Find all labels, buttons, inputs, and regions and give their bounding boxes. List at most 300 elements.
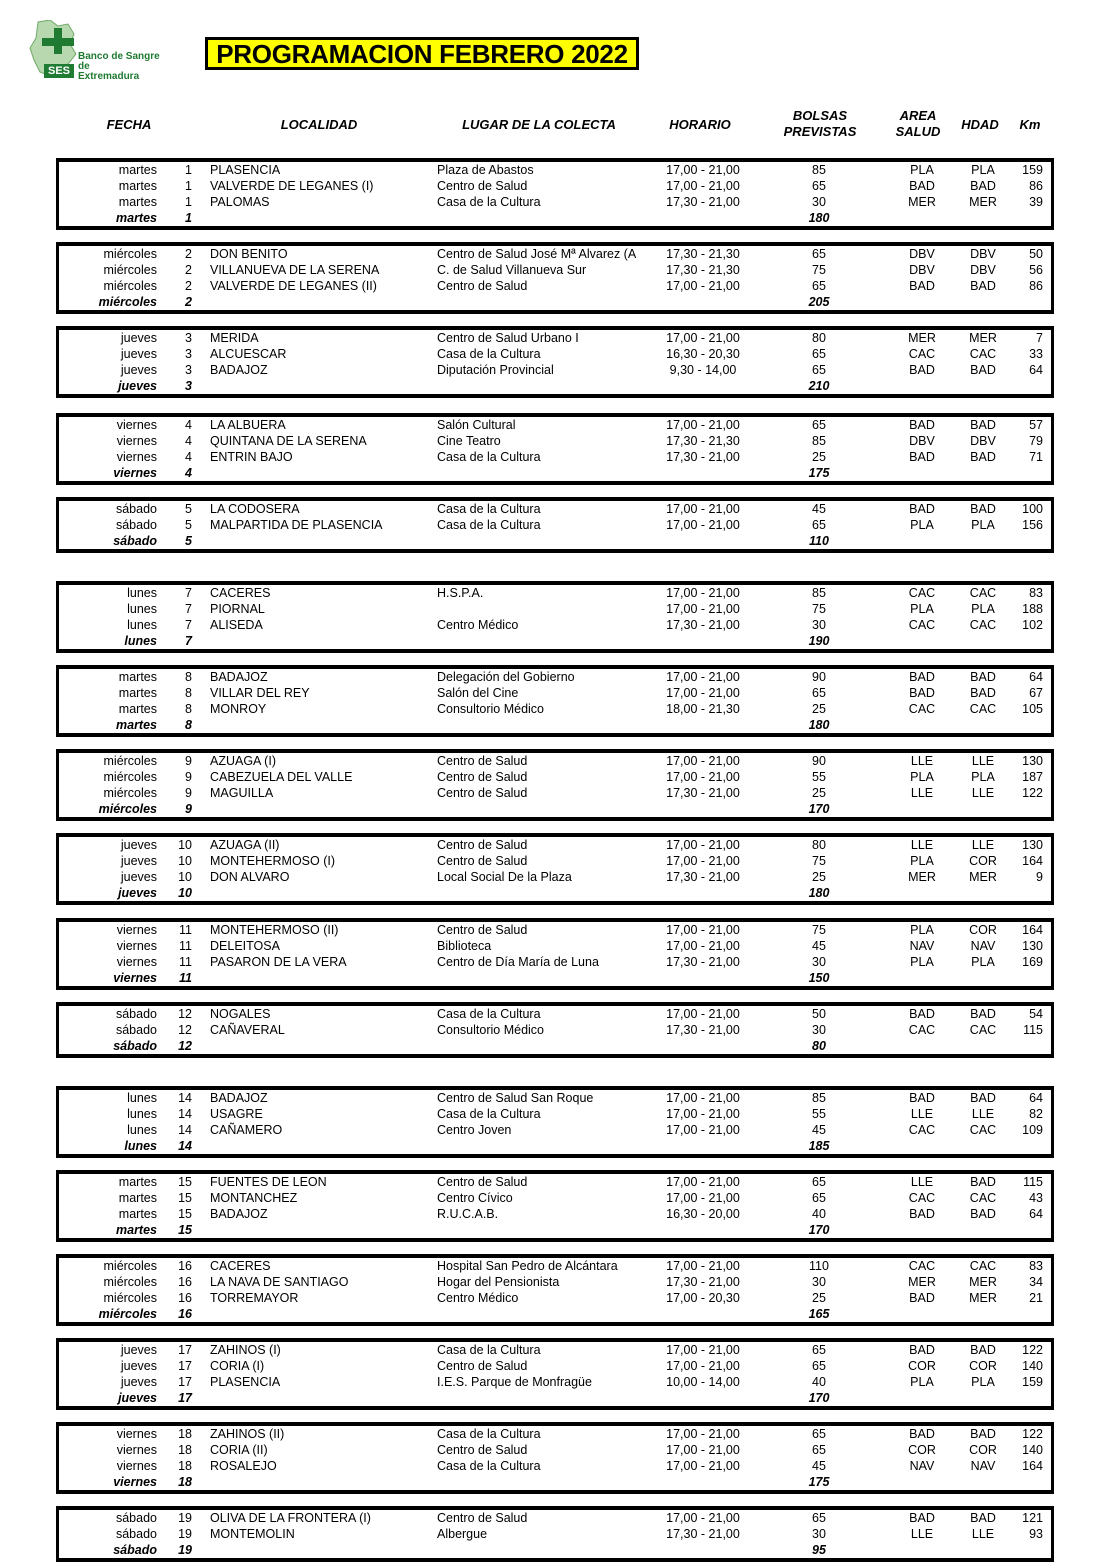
cell-hdad: BAD	[970, 1091, 996, 1105]
cell-day: miércoles	[103, 770, 157, 784]
cell-num: 17	[178, 1343, 192, 1357]
cell-area: BAD	[909, 1427, 935, 1441]
cell-bol: 65	[812, 347, 826, 361]
table-row	[59, 1426, 1051, 1442]
cell-num: 7	[185, 586, 192, 600]
cell-day: martes	[118, 1175, 157, 1189]
total-day: miércoles	[98, 295, 157, 309]
total-bol: 110	[809, 534, 829, 548]
total-num: 18	[178, 1475, 192, 1489]
cell-hdad: PLA	[971, 602, 995, 616]
header-bolsas	[770, 108, 870, 140]
cell-area: BAD	[909, 279, 935, 293]
cell-hor: 17,00 - 21,00	[666, 502, 740, 516]
cell-num: 4	[185, 434, 192, 448]
cell-bol: 25	[812, 1291, 826, 1305]
header-area-salud	[883, 108, 953, 140]
total-day: martes	[116, 718, 157, 732]
total-day: sábado	[113, 1039, 157, 1053]
cell-day: sábado	[115, 1527, 157, 1541]
cell-hor: 17,00 - 21,00	[666, 1359, 740, 1373]
cell-day: martes	[118, 195, 157, 209]
total-bol: 150	[808, 971, 830, 985]
cell-day: sábado	[115, 502, 157, 516]
cell-hor: 17,30 - 21,00	[666, 1275, 740, 1289]
cell-area: COR	[908, 1359, 936, 1373]
total-day: lunes	[124, 634, 157, 648]
schedule-group	[56, 1506, 1054, 1562]
cell-day: martes	[118, 179, 157, 193]
cell-km: 159	[1022, 163, 1043, 177]
table-row	[59, 785, 1051, 801]
cell-hdad: BAD	[970, 363, 996, 377]
cell-area: LLE	[910, 786, 934, 800]
total-bol: 80	[812, 1039, 826, 1053]
schedule-group	[56, 1338, 1054, 1410]
cell-area: BAD	[909, 179, 935, 193]
cell-loc: PIORNAL	[210, 602, 265, 616]
cell-loc: VALVERDE DE LEGANES (II)	[210, 279, 377, 293]
cell-area: BAD	[909, 450, 935, 464]
cell-area: CAC	[908, 1259, 936, 1273]
table-row	[59, 517, 1051, 533]
cell-loc: ZAHINOS (I)	[210, 1343, 281, 1357]
cell-bol: 65	[812, 1443, 826, 1457]
cell-hdad: CAC	[969, 1191, 997, 1205]
cell-bol: 65	[812, 686, 826, 700]
cell-area: CAC	[908, 1023, 936, 1037]
cell-bol: 55	[812, 770, 826, 784]
cell-num: 12	[178, 1007, 192, 1021]
cell-num: 8	[185, 686, 192, 700]
cell-num: 17	[178, 1359, 192, 1373]
cell-num: 3	[185, 363, 192, 377]
header-lugar: LUGAR DE LA COLECTA	[462, 117, 616, 132]
cell-loc: MONROY	[210, 702, 267, 716]
cell-day: viernes	[116, 955, 157, 969]
table-row	[59, 753, 1051, 769]
cell-loc: CABEZUELA DEL VALLE	[210, 770, 353, 784]
total-bol: 170	[808, 802, 830, 816]
cell-bol: 65	[812, 1359, 826, 1373]
cell-hor: 9,30 - 14,00	[669, 363, 737, 377]
total-bol: 205	[808, 295, 830, 309]
total-day: martes	[116, 1223, 157, 1237]
cell-lugar: Centro de Salud	[437, 754, 528, 768]
cell-num: 5	[185, 518, 192, 532]
cell-km: 33	[1029, 347, 1043, 361]
cell-area: LLE	[910, 838, 934, 852]
cell-bol: 75	[812, 602, 826, 616]
cell-hdad: COR	[969, 1443, 997, 1457]
total-bol: 175	[808, 1475, 830, 1489]
cell-lugar: Centro de Día María de Luna	[437, 955, 599, 969]
cell-bol: 55	[812, 1107, 826, 1121]
cell-hor: 17,30 - 21,00	[666, 786, 740, 800]
cell-km: 122	[1022, 786, 1043, 800]
total-num: 19	[178, 1543, 192, 1557]
cell-day: viernes	[116, 1443, 157, 1457]
cell-day: jueves	[120, 331, 157, 345]
cell-km: 105	[1022, 702, 1043, 716]
cell-km: 100	[1022, 502, 1043, 516]
cell-area: BAD	[909, 502, 935, 516]
cell-hdad: MER	[969, 331, 997, 345]
cell-bol: 45	[812, 1459, 826, 1473]
table-row	[59, 362, 1051, 378]
cell-area: BAD	[909, 1091, 935, 1105]
cell-num: 11	[179, 923, 192, 937]
cell-lugar: C. de Salud Villanueva Sur	[437, 263, 587, 277]
cell-hor: 17,30 - 21,30	[666, 247, 740, 261]
table-row	[59, 162, 1051, 178]
cell-hdad: BAD	[970, 179, 996, 193]
schedule-group	[56, 242, 1054, 314]
table-row	[59, 433, 1051, 449]
header-area-line1: AREA	[899, 108, 937, 123]
cell-bol: 75	[812, 854, 826, 868]
table-row	[59, 346, 1051, 362]
total-row	[59, 885, 1051, 901]
total-row	[59, 465, 1051, 481]
cell-km: 79	[1029, 434, 1043, 448]
cell-lugar: Salón Cultural	[437, 418, 516, 432]
cell-km: 86	[1029, 179, 1043, 193]
cell-area: NAV	[909, 939, 935, 953]
table-row	[59, 1190, 1051, 1206]
cell-km: 50	[1029, 247, 1043, 261]
cell-loc: ALISEDA	[210, 618, 263, 632]
cell-area: BAD	[909, 1291, 935, 1305]
cell-hdad: BAD	[970, 1427, 996, 1441]
cell-bol: 30	[812, 955, 826, 969]
total-num: 15	[178, 1223, 192, 1237]
cell-lugar: Albergue	[437, 1527, 488, 1541]
cell-bol: 65	[812, 179, 826, 193]
cell-area: CAC	[908, 1123, 936, 1137]
total-row	[59, 970, 1051, 986]
cell-loc: QUINTANA DE LA SERENA	[210, 434, 367, 448]
page-title: PROGRAMACION FEBRERO 2022	[205, 37, 639, 70]
cell-num: 15	[178, 1207, 192, 1221]
cell-km: 39	[1029, 195, 1043, 209]
cell-area: BAD	[909, 670, 935, 684]
cell-day: viernes	[116, 450, 157, 464]
table-row	[59, 869, 1051, 885]
table-row	[59, 701, 1051, 717]
cell-bol: 65	[812, 418, 826, 432]
total-num: 17	[178, 1391, 192, 1405]
table-row	[59, 501, 1051, 517]
cell-km: 64	[1029, 670, 1043, 684]
cell-km: 83	[1029, 1259, 1043, 1273]
schedule-group	[56, 413, 1054, 485]
cell-day: lunes	[127, 618, 157, 632]
table-row	[59, 954, 1051, 970]
cell-bol: 65	[812, 363, 826, 377]
cell-hdad: BAD	[970, 502, 996, 516]
cell-num: 7	[185, 602, 192, 616]
cell-num: 10	[178, 854, 192, 868]
cell-loc: TORREMAYOR	[210, 1291, 299, 1305]
total-row	[59, 378, 1051, 394]
cell-area: PLA	[910, 163, 934, 177]
cell-lugar: Centro de Salud	[437, 786, 528, 800]
cell-lugar: Plaza de Abastos	[437, 163, 534, 177]
cell-day: viernes	[116, 923, 157, 937]
cell-num: 8	[185, 702, 192, 716]
cell-lugar: Biblioteca	[437, 939, 492, 953]
cell-km: 188	[1022, 602, 1043, 616]
table-row	[59, 585, 1051, 601]
table-row	[59, 449, 1051, 465]
cell-hdad: BAD	[970, 1207, 996, 1221]
cell-hor: 17,00 - 20,30	[666, 1291, 740, 1305]
cell-loc: VILLAR DEL REY	[210, 686, 310, 700]
cell-area: BAD	[909, 686, 935, 700]
total-day: viernes	[113, 466, 157, 480]
cell-loc: LA CODOSERA	[210, 502, 300, 516]
cell-lugar: Centro de Salud	[437, 1359, 528, 1373]
cell-area: LLE	[910, 1527, 934, 1541]
table-row	[59, 1510, 1051, 1526]
total-num: 11	[179, 971, 192, 985]
cell-hdad: COR	[969, 1359, 997, 1373]
cell-loc: FUENTES DE LEON	[210, 1175, 327, 1189]
cell-lugar: Casa de la Cultura	[437, 1007, 541, 1021]
cell-hdad: COR	[969, 923, 997, 937]
cell-hor: 17,00 - 21,00	[666, 1459, 740, 1473]
cell-num: 10	[178, 838, 192, 852]
cell-loc: MERIDA	[210, 331, 259, 345]
cell-hor: 16,30 - 20,30	[666, 347, 740, 361]
table-row	[59, 278, 1051, 294]
table-row	[59, 246, 1051, 262]
cell-km: 7	[1036, 331, 1043, 345]
total-bol: 170	[808, 1223, 830, 1237]
table-row	[59, 685, 1051, 701]
cell-loc: ROSALEJO	[210, 1459, 277, 1473]
total-row	[59, 294, 1051, 310]
cell-hdad: MER	[969, 1275, 997, 1289]
cell-hor: 17,00 - 21,00	[666, 686, 740, 700]
cell-area: MER	[908, 195, 936, 209]
cell-hor: 17,30 - 21,30	[666, 434, 740, 448]
cell-hor: 17,00 - 21,00	[666, 418, 740, 432]
cell-hdad: DBV	[970, 247, 996, 261]
cell-day: martes	[118, 1207, 157, 1221]
cell-day: jueves	[120, 1359, 157, 1373]
cell-hdad: BAD	[970, 1343, 996, 1357]
schedule-group	[56, 1170, 1054, 1242]
schedule-group	[56, 833, 1054, 905]
cell-bol: 85	[812, 163, 826, 177]
cell-num: 4	[185, 450, 192, 464]
cell-hor: 10,00 - 14,00	[666, 1375, 740, 1389]
cell-hdad: LLE	[971, 754, 995, 768]
cell-hdad: LLE	[971, 1107, 995, 1121]
cell-day: viernes	[116, 418, 157, 432]
cell-hdad: PLA	[971, 163, 995, 177]
cell-hor: 17,00 - 21,00	[666, 770, 740, 784]
cell-lugar: Centro de Salud	[437, 1175, 528, 1189]
cell-hor: 17,00 - 21,00	[666, 1091, 740, 1105]
cell-area: PLA	[910, 854, 934, 868]
cell-loc: CACERES	[210, 586, 271, 600]
cell-hdad: MER	[969, 195, 997, 209]
table-row	[59, 1206, 1051, 1222]
cell-bol: 110	[809, 1259, 829, 1273]
cell-num: 15	[178, 1191, 192, 1205]
cell-hor: 17,30 - 21,00	[666, 195, 740, 209]
total-num: 5	[185, 534, 192, 548]
cell-num: 4	[185, 418, 192, 432]
cell-area: PLA	[910, 1375, 934, 1389]
cell-km: 130	[1022, 838, 1043, 852]
cell-lugar: Centro de Salud	[437, 923, 528, 937]
cell-loc: VILLANUEVA DE LA SERENA	[210, 263, 380, 277]
cell-bol: 45	[812, 502, 826, 516]
schedule-group	[56, 1086, 1054, 1158]
cell-km: 140	[1022, 1359, 1043, 1373]
cell-loc: MAGUILLA	[210, 786, 274, 800]
cell-bol: 25	[812, 450, 826, 464]
cell-day: jueves	[120, 363, 157, 377]
schedule-group	[56, 1002, 1054, 1058]
cell-loc: LA NAVA DE SANTIAGO	[210, 1275, 349, 1289]
cell-area: PLA	[910, 923, 934, 937]
cell-hor: 17,30 - 21,00	[666, 1023, 740, 1037]
cell-bol: 75	[812, 263, 826, 277]
cell-loc: CORIA (II)	[210, 1443, 268, 1457]
cell-area: DBV	[909, 263, 935, 277]
cell-hdad: MER	[969, 870, 997, 884]
cell-num: 9	[185, 770, 192, 784]
cell-bol: 30	[812, 1023, 826, 1037]
cell-area: PLA	[910, 602, 934, 616]
schedule-group	[56, 1422, 1054, 1494]
total-bol: 175	[808, 466, 830, 480]
header-bolsas-line2: PREVISTAS	[783, 124, 857, 139]
cell-day: sábado	[115, 518, 157, 532]
cell-hdad: PLA	[971, 518, 995, 532]
cell-hdad: COR	[969, 854, 997, 868]
cell-day: martes	[118, 670, 157, 684]
cell-num: 18	[178, 1459, 192, 1473]
cell-num: 9	[185, 786, 192, 800]
cell-area: MER	[908, 1275, 936, 1289]
table-row	[59, 1122, 1051, 1138]
cell-hdad: BAD	[970, 686, 996, 700]
cell-hdad: PLA	[971, 1375, 995, 1389]
total-row	[59, 210, 1051, 226]
cell-day: sábado	[115, 1023, 157, 1037]
table-row	[59, 194, 1051, 210]
total-row	[59, 633, 1051, 649]
cell-day: lunes	[127, 602, 157, 616]
total-day: miércoles	[98, 802, 157, 816]
cell-lugar: Centro Médico	[437, 1291, 519, 1305]
cell-bol: 65	[812, 1343, 826, 1357]
cell-km: 64	[1029, 1091, 1043, 1105]
cell-km: 115	[1023, 1023, 1043, 1037]
cell-loc: AZUAGA (I)	[210, 754, 276, 768]
cell-loc: USAGRE	[210, 1107, 263, 1121]
table-row	[59, 938, 1051, 954]
cell-hor: 17,00 - 21,00	[666, 1343, 740, 1357]
cell-hor: 17,30 - 21,00	[666, 1527, 740, 1541]
schedule-group	[56, 665, 1054, 737]
cell-hor: 17,00 - 21,00	[666, 1511, 740, 1525]
cell-bol: 75	[812, 923, 826, 937]
cell-hor: 17,30 - 21,30	[666, 263, 740, 277]
cell-loc: OLIVA DE LA FRONTERA (I)	[210, 1511, 371, 1525]
total-num: 3	[185, 379, 192, 393]
cell-day: miércoles	[103, 754, 157, 768]
cell-lugar: Hospital San Pedro de Alcántara	[437, 1259, 618, 1273]
cell-num: 19	[178, 1511, 192, 1525]
cell-day: jueves	[120, 1375, 157, 1389]
total-day: martes	[116, 211, 157, 225]
cell-km: 164	[1022, 854, 1043, 868]
cell-km: 86	[1029, 279, 1043, 293]
schedule-group	[56, 918, 1054, 990]
total-num: 7	[185, 634, 192, 648]
cell-loc: NOGALES	[210, 1007, 271, 1021]
cell-hor: 17,00 - 21,00	[666, 838, 740, 852]
cell-loc: ALCUESCAR	[210, 347, 287, 361]
cell-hdad: PLA	[971, 770, 995, 784]
cell-lugar: Hogar del Pensionista	[437, 1275, 560, 1289]
total-day: viernes	[113, 971, 157, 985]
cell-num: 14	[178, 1123, 192, 1137]
cell-lugar: Diputación Provincial	[437, 363, 554, 377]
cell-num: 9	[185, 754, 192, 768]
total-bol: 190	[808, 634, 830, 648]
schedule-group	[56, 1254, 1054, 1326]
cell-num: 12	[178, 1023, 192, 1037]
total-bol: 185	[808, 1139, 830, 1153]
cell-day: lunes	[127, 1107, 157, 1121]
cell-lugar: Casa de la Cultura	[437, 1107, 541, 1121]
table-row	[59, 1358, 1051, 1374]
total-num: 9	[185, 802, 192, 816]
cell-bol: 40	[812, 1375, 826, 1389]
cell-day: miércoles	[103, 1259, 157, 1273]
cell-num: 1	[185, 163, 192, 177]
cell-km: 56	[1029, 263, 1043, 277]
cell-num: 1	[185, 179, 192, 193]
total-bol: 170	[808, 1391, 830, 1405]
cell-loc: PLASENCIA	[210, 1375, 281, 1389]
total-bol: 210	[808, 379, 830, 393]
total-row	[59, 1390, 1051, 1406]
cell-area: BAD	[909, 1207, 935, 1221]
cell-hdad: BAD	[970, 450, 996, 464]
cell-num: 1	[185, 195, 192, 209]
cell-hor: 17,00 - 21,00	[666, 163, 740, 177]
cell-hor: 17,30 - 21,00	[666, 618, 740, 632]
cell-bol: 65	[812, 1191, 826, 1205]
cell-area: CAC	[908, 347, 936, 361]
cell-loc: MALPARTIDA DE PLASENCIA	[210, 518, 383, 532]
total-day: jueves	[118, 1391, 157, 1405]
cell-hdad: BAD	[970, 1175, 996, 1189]
cell-num: 5	[185, 502, 192, 516]
cell-day: viernes	[116, 939, 157, 953]
cell-hdad: CAC	[969, 347, 997, 361]
table-row	[59, 601, 1051, 617]
